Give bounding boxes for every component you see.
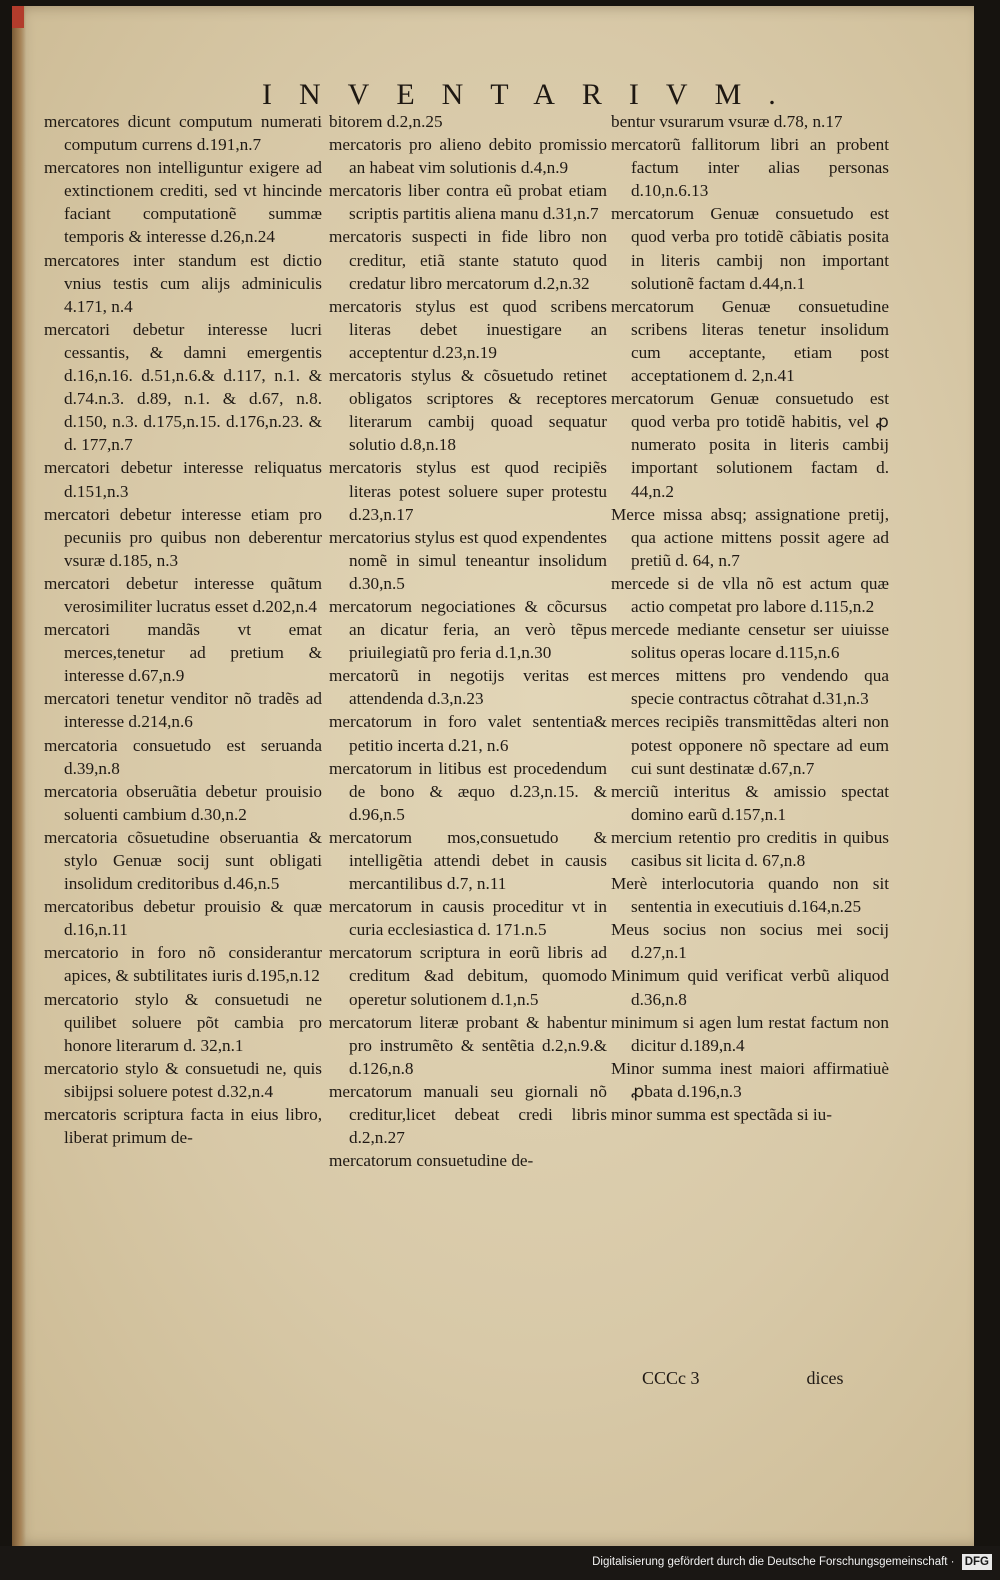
- index-entry: mercatoria consuetudo est seruanda d.39,n.8: [44, 735, 322, 778]
- page-title: INVENTARIVM.: [262, 78, 803, 111]
- index-entry: mercatori debetur interesse etiam pro pecuniis pro quibus non deberentur vsuræ d.185, n.3: [44, 504, 322, 570]
- dfg-logo: DFG: [962, 1554, 992, 1570]
- index-entry: mercatorum in causis proceditur vt in curia ecclesiastica d. 171.n.5: [329, 897, 607, 940]
- index-entry: mercatorum negociationes & cõcursus an dicatur feria, an verò tẽpus priuilegiatũ pro feria d.1,n.30: [329, 596, 607, 663]
- index-entry: Meus socius non socius mei socij d.27,n.1: [611, 920, 889, 963]
- index-entry: Merè interlocutoria quando non sit sententia in executiuis d.164,n.25: [611, 874, 889, 917]
- index-column-2: [329, 110, 607, 1172]
- index-entry: Merce missa absq; assignatione pretij, qua actione mittens possit agere ad pretiũ d. 64, n.7: [611, 504, 889, 570]
- index-entry: minor summa est spectãda si iu-: [611, 1105, 833, 1125]
- index-entry: Minor summa inest maiori affirmatiuè ꝓbata d.196,n.3: [611, 1058, 889, 1101]
- index-entry: mercatoris scriptura facta in eius libro, liberat primum de-: [44, 1105, 322, 1148]
- index-entry: bitorem d.2,n.25: [329, 112, 443, 131]
- index-entry: mercatorum literæ probant & habentur pro instrumẽto & sentẽtia d.2,n.9.& d.126,n.8: [329, 1012, 607, 1078]
- index-entry: mercatoris stylus & cõsuetudo retinet obligatos scriptores & receptores literarum cambij quoad sequatur solutio d.8,n.18: [329, 366, 607, 455]
- index-entry: mercatorũ fallitorum libri an probent factum inter alias personas d.10,n.6.13: [611, 135, 889, 201]
- index-entry: merces mittens pro vendendo qua specie contractus cõtrahat d.31,n.3: [611, 666, 889, 709]
- index-columns: [34, 110, 889, 1400]
- index-entry: minimum si agen lum restat factum non dicitur d.189,n.4: [611, 1012, 889, 1055]
- index-entry: mercatores dicunt computum numerati computum currens d.191,n.7: [44, 112, 322, 155]
- index-entry: mercatorum consuetudine de-: [329, 1151, 534, 1171]
- index-entry: mercatorum mos,consuetudo & intelligẽtia attendi debet in causis mercantilibus d.7, n.11: [329, 827, 607, 894]
- index-entry: mercatorio stylo & consuetudi ne quilibet soluere põt cambia pro honore literarum d. 32,n.1: [44, 989, 322, 1055]
- index-entry: mercatorum Genuæ consuetudo est quod verba pro totidẽ habitis, vel ꝓ numerato posita in literis cambij important solutionem factam d. 44,n.2: [611, 389, 889, 501]
- index-entry: mercatoris pro alieno debito promissio an habeat vim solutionis d.4,n.9: [329, 135, 607, 178]
- index-entry: mercatores non intelliguntur exigere ad extinctionem crediti, sed vt hincinde faciant computationẽ summæ temporis & interesse d.26,n.24: [44, 158, 322, 247]
- index-entry: mercatori debetur interesse lucri cessantis, & damni emergentis d.16,n.16. d.51,n.6.& d.117, n.1. & d.74.n.3. d.89, n.1. & d.67, n.8. d.150, n.3. d.175,n.15. d.176,n.23. & d. 177,n.7: [44, 319, 322, 455]
- index-entry: mercatorius stylus est quod expendentes nomẽ in simul teneantur insolidum d.30,n.5: [329, 527, 607, 593]
- index-entry: mercatorũ in negotijs veritas est attendenda d.3,n.23: [329, 666, 607, 709]
- index-entry: mercatorum in litibus est procedendum de bono & æquo d.23,n.15. & d.96,n.5: [329, 758, 607, 824]
- index-entry: mercatoris stylus est quod scribens literas debet inuestigare an acceptentur d.23,n.19: [329, 296, 607, 362]
- index-entry: mercatorum Genuæ consuetudo est quod verba pro totidẽ cãbiatis posita in literis cambij non important solutionẽ factam d.44,n.1: [611, 204, 889, 293]
- index-entry: mercatoria obseruãtia debetur prouisio soluenti cambium d.30,n.2: [44, 781, 322, 824]
- index-entry: mercatorum manuali seu giornali nõ creditur,licet debeat credi libris d.2,n.27: [329, 1081, 607, 1148]
- credit-text: Digitalisierung gefördert durch die Deutsche Forschungsgemeinschaft ·: [592, 1556, 955, 1568]
- index-column-3: [611, 110, 889, 1126]
- index-entry: bentur vsurarum vsuræ d.78, n.17: [611, 112, 843, 131]
- index-entry: Minimum quid verificat verbũ aliquod d.36,n.8: [611, 966, 889, 1009]
- index-column-1: [44, 110, 322, 1149]
- index-entry: mercatorio stylo & consuetudi ne, quis sibijpsi soluere potest d.32,n.4: [44, 1058, 322, 1101]
- index-entry: mercede mediante censetur ser uiuisse solitus operas locare d.115,n.6: [611, 620, 889, 663]
- index-entry: mercatorio in foro nõ considerantur apices, & subtilitates iuris d.195,n.12: [44, 943, 322, 986]
- index-entry: mercatorum scriptura in eorũ libris ad creditum &ad debitum, quomodo operetur solutionem d.1,n.5: [329, 943, 607, 1009]
- index-entry: mercatoris stylus est quod recipiẽs literas potest soluere super protestu d.23,n.17: [329, 458, 607, 524]
- index-entry: mercium retentio pro creditis in quibus casibus sit licita d. 67,n.8: [611, 827, 889, 870]
- index-entry: mercatori tenetur venditor nõ tradẽs ad interesse d.214,n.6: [44, 689, 322, 732]
- index-entry: mercatoris suspecti in fide libro non creditur, etiã stante statuto quod credatur libro mercatorum d.2,n.32: [329, 227, 607, 293]
- index-entry: mercatorum in foro valet sententia& petitio incerta d.21, n.6: [329, 712, 607, 755]
- index-entry: merciũ interitus & amissio spectat domino earũ d.157,n.1: [611, 781, 889, 824]
- index-entry: mercatori debetur interesse quãtum verosimiliter lucratus esset d.202,n.4: [44, 573, 322, 616]
- page-footer: [642, 1368, 882, 1389]
- index-entry: mercede si de vlla nõ est actum quæ actio competat pro labore d.115,n.2: [611, 573, 889, 616]
- signature-mark: CCCc 3: [642, 1368, 700, 1388]
- book-page: [12, 6, 974, 1546]
- bookmark-ribbon: [12, 6, 24, 28]
- digitization-credit: [580, 1550, 992, 1574]
- index-entry: mercatoris liber contra eũ probat etiam scriptis partitis aliena manu d.31,n.7: [329, 181, 607, 224]
- page-spine: [12, 6, 26, 1546]
- index-entry: mercatoria cõsuetudine obseruantia & stylo Genuæ socij sunt obligati insolidum creditoribus d.46,n.5: [44, 827, 322, 894]
- catchword: dices: [806, 1368, 844, 1388]
- index-entry: merces recipiẽs transmittẽdas alteri non potest opponere nõ spectare ad eum cui sunt destinatæ d.67,n.7: [611, 712, 889, 778]
- index-entry: mercatores inter standum est dictio vnius testis cum alijs adminiculis 4.171, n.4: [44, 250, 322, 316]
- index-entry: mercatori debetur interesse reliquatus d.151,n.3: [44, 458, 322, 501]
- index-entry: mercatoribus debetur prouisio & quæ d.16,n.11: [44, 897, 322, 940]
- index-entry: mercatorum Genuæ consuetudine scribens literas tenetur insolidum cum acceptante, etiam post acceptationem d. 2,n.41: [611, 296, 889, 386]
- index-entry: mercatori mandãs vt emat merces,tenetur ad pretium & interesse d.67,n.9: [44, 620, 322, 686]
